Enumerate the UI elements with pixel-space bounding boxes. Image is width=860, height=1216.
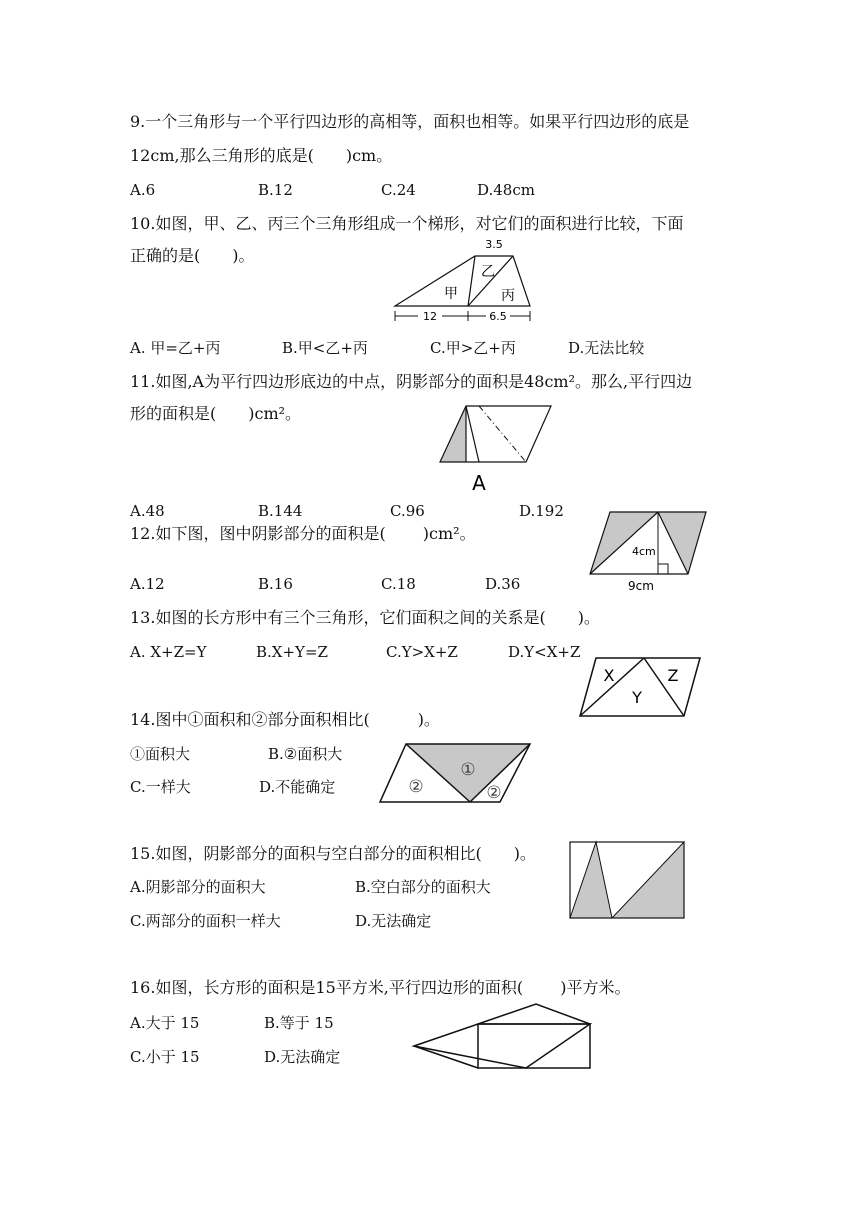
q15-option-d: D.无法确定: [355, 912, 432, 930]
q12-option-d: D.36: [485, 575, 521, 593]
q15-option-c: C.两部分的面积一样大: [130, 912, 281, 930]
q14-stem: 14.图中①面积和②部分面积相比( )。: [130, 710, 440, 729]
q13-option-a: A. X+Z=Y: [130, 643, 207, 661]
q16-option-b: B.等于 15: [264, 1014, 334, 1032]
q11-stem-line2: 形的面积是( )cm²。: [130, 404, 302, 423]
q15-rectangle-figure: [566, 838, 688, 922]
q12-option-a: A.12: [130, 575, 165, 593]
q13-option-d: D.Y<X+Z: [508, 643, 581, 661]
q10-label-jia: 甲: [444, 286, 458, 302]
q11-option-a: A.48: [130, 502, 165, 520]
q13-option-b: B.X+Y=Z: [256, 643, 328, 661]
q9-option-d: D.48cm: [477, 181, 535, 199]
q10-label-bing: 丙: [501, 288, 515, 304]
q16-option-d: D.无法确定: [264, 1048, 341, 1066]
q14-option-b: B.②面积大: [268, 745, 343, 763]
q14-label-one: ①: [460, 760, 476, 780]
q11-stem-line1: 11.如图,A为平行四边形底边的中点，阴影部分的面积是48cm²。那么,平行四边: [130, 372, 693, 391]
q10-label-yi: 乙: [481, 264, 495, 280]
q15-option-b: B.空白部分的面积大: [355, 878, 491, 896]
q11-option-d: D.192: [519, 502, 564, 520]
q12-parallelogram-figure: [586, 508, 710, 596]
q10-option-c: C.甲>乙+丙: [430, 339, 516, 357]
q11-point-a-label: A: [472, 471, 486, 495]
q14-option-c: C.一样大: [130, 778, 191, 796]
q14-label-two-right: ②: [486, 783, 502, 803]
q15-option-a: A.阴影部分的面积大: [130, 878, 266, 896]
q13-option-c: C.Y>X+Z: [386, 643, 458, 661]
q9-option-c: C.24: [381, 181, 416, 199]
q16-parallelogram-rectangle-figure: [410, 1000, 596, 1072]
q10-option-a: A. 甲=乙+丙: [130, 339, 221, 357]
q12-base-label: 9cm: [628, 579, 654, 593]
q14-option-d: D.不能确定: [259, 778, 336, 796]
q14-parallelogram-figure: [376, 740, 534, 806]
q9-stem-line1: 9.一个三角形与一个平行四边形的高相等，面积也相等。如果平行四边形的底是: [130, 112, 690, 131]
q9-option-a: A.6: [130, 181, 156, 199]
q11-parallelogram-figure: [436, 402, 556, 494]
q10-right-base-label: 6.5: [489, 310, 507, 323]
q10-option-b: B.甲<乙+丙: [282, 339, 368, 357]
q12-stem: 12.如下图，图中阴影部分的面积是( )cm²。: [130, 524, 476, 543]
q12-height-label: 4cm: [632, 545, 656, 558]
q9-option-b: B.12: [258, 181, 293, 199]
q16-option-c: C.小于 15: [130, 1048, 200, 1066]
q13-stem: 13.如图的长方形中有三个三角形，它们面积之间的关系是( )。: [130, 608, 600, 627]
q13-label-z: Z: [667, 666, 679, 685]
q11-option-b: B.144: [258, 502, 303, 520]
q10-trapezoid-figure: [390, 236, 540, 326]
q14-label-two-left: ②: [408, 777, 424, 797]
q10-left-base-label: 12: [423, 310, 437, 323]
q13-label-y: Y: [632, 688, 642, 707]
q12-option-c: C.18: [381, 575, 416, 593]
q16-stem: 16.如图，长方形的面积是15平方米,平行四边形的面积( )平方米。: [130, 978, 631, 997]
q10-stem-line2: 正确的是( )。: [130, 246, 255, 265]
q9-stem-line2: 12cm,那么三角形的底是( )cm。: [130, 146, 393, 165]
q14-option-a: ①面积大: [130, 745, 191, 763]
q11-option-c: C.96: [390, 502, 425, 520]
q10-stem-line1: 10.如图，甲、乙、丙三个三角形组成一个梯形，对它们的面积进行比较，下面: [130, 214, 684, 233]
q10-option-d: D.无法比较: [568, 339, 645, 357]
q13-parallelogram-figure: [576, 654, 702, 720]
q15-stem: 15.如图，阴影部分的面积与空白部分的面积相比( )。: [130, 844, 536, 863]
q13-label-x: X: [603, 666, 615, 685]
q12-option-b: B.16: [258, 575, 293, 593]
q10-top-label: 3.5: [485, 238, 503, 251]
q16-option-a: A.大于 15: [130, 1014, 200, 1032]
